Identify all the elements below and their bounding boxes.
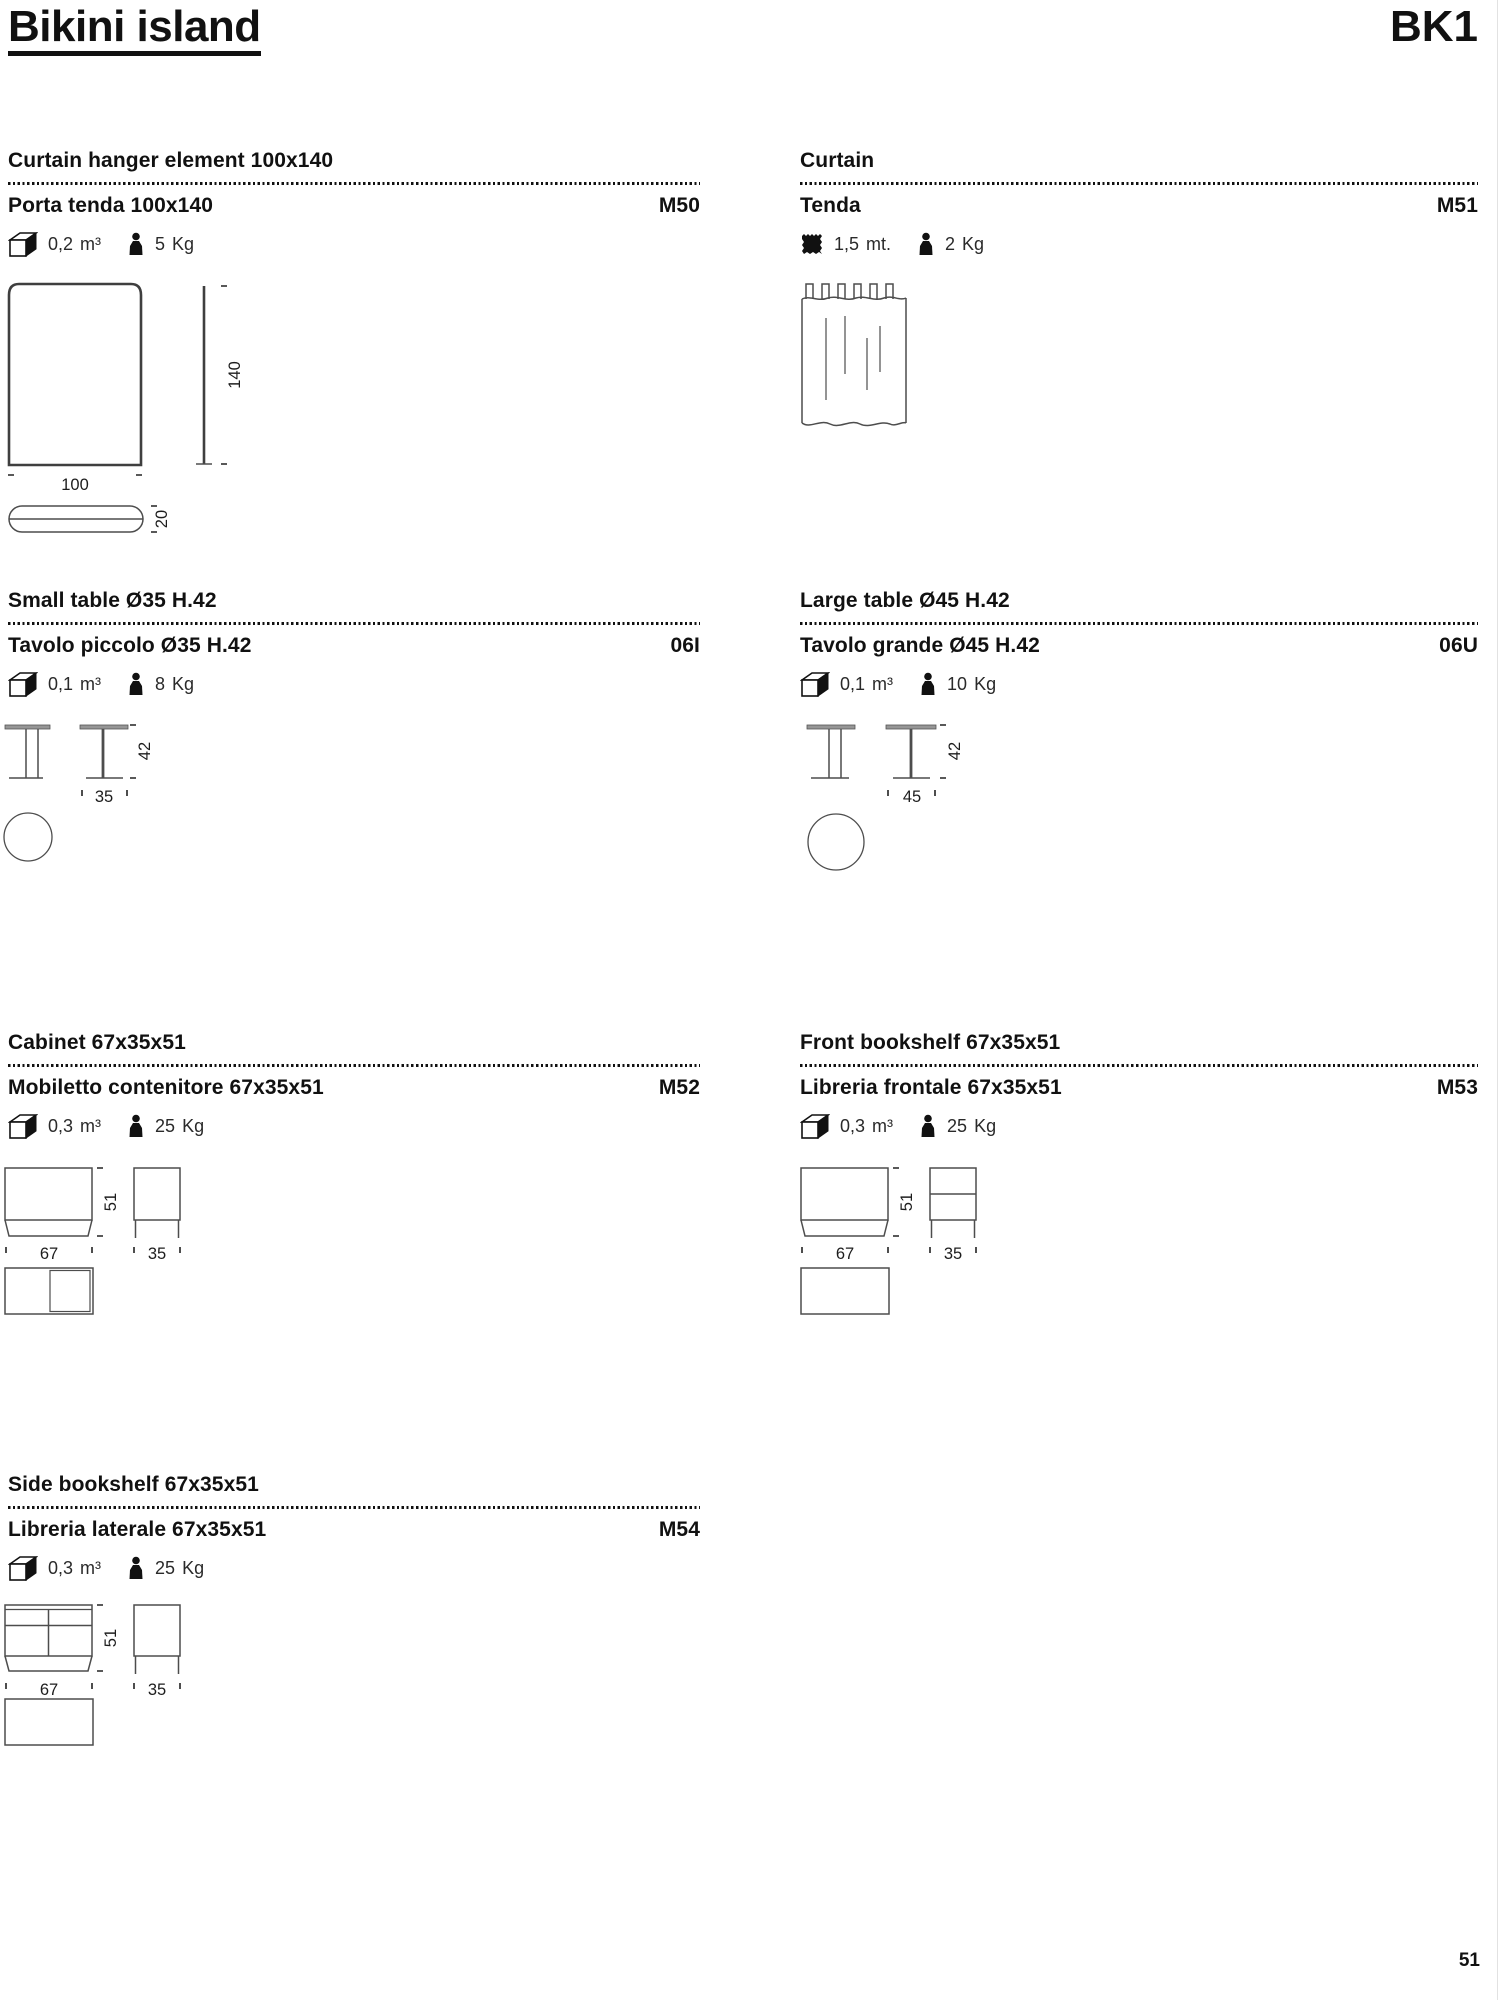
spec-row [800, 231, 1478, 257]
technical-drawing-06u [798, 718, 1118, 918]
product-name-it: Porta tenda 100x140 [8, 194, 214, 217]
dimension-label-width: 67 [39, 1681, 59, 1699]
volume-unit: m³ [80, 673, 102, 694]
volume-value: 0,1 [48, 673, 74, 694]
product-name-en: Side bookshelf 67x35x51 [8, 1473, 259, 1496]
dimension-label-width: 67 [835, 1245, 855, 1263]
page-title: Bikini island [8, 4, 261, 56]
weight-value: 25 [155, 1557, 176, 1578]
top-view [5, 1268, 93, 1314]
dotted-divider [8, 622, 700, 625]
weight-value: 5 [155, 233, 166, 254]
weight-unit: Kg [172, 673, 195, 694]
product-name-it: Tavolo piccolo Ø35 H.42 [8, 634, 252, 657]
front-skirt [5, 1656, 92, 1671]
product-code: M50 [658, 194, 700, 217]
product-code: M54 [658, 1518, 700, 1541]
dimension-label-height: 51 [102, 1192, 120, 1212]
product-name-en: Curtain [800, 149, 875, 172]
spec-row [800, 1113, 1478, 1139]
volume-unit: m³ [80, 1557, 102, 1578]
product-code: 06I [670, 634, 700, 657]
product-code: M51 [1436, 194, 1478, 217]
dimension-label-height: 51 [102, 1628, 120, 1648]
curtain-fold-lines [826, 316, 880, 400]
product-code: M53 [1436, 1076, 1478, 1099]
technical-drawing-m53 [800, 1160, 1120, 1330]
top-view [5, 1699, 93, 1745]
volume-value: 0,3 [840, 1115, 866, 1136]
spec-row [8, 1113, 700, 1139]
spec-row [8, 1555, 700, 1581]
table-top-front [5, 725, 50, 729]
spec-row [8, 231, 700, 257]
weight-icon [917, 232, 935, 257]
volume-cube-icon [8, 671, 38, 698]
dimension-label-diameter: 35 [94, 788, 114, 806]
weight-unit: Kg [974, 673, 997, 694]
dotted-divider [800, 1064, 1478, 1067]
product-section-06i [8, 588, 700, 1018]
volume-unit: m³ [872, 673, 894, 694]
top-view-door [50, 1271, 90, 1312]
technical-drawing-m51 [800, 282, 930, 437]
weight-icon [127, 232, 145, 257]
side-view [134, 1168, 180, 1220]
product-name-en: Large table Ø45 H.42 [800, 589, 1010, 612]
dimension-label-depth: 35 [943, 1245, 963, 1263]
front-view-frame [9, 284, 141, 465]
technical-drawing-m54 [4, 1598, 324, 1768]
fabric-swatch-icon [800, 232, 824, 256]
volume-unit: m³ [80, 1115, 102, 1136]
dimension-label-depth: 20 [153, 509, 171, 529]
dimension-label-height: 51 [898, 1192, 916, 1212]
product-section-m51 [800, 148, 1478, 578]
volume-cube-icon [8, 1555, 38, 1582]
weight-value: 25 [155, 1115, 176, 1136]
weight-unit: Kg [962, 233, 985, 254]
length-unit: mt. [866, 233, 892, 254]
spec-row [800, 671, 1478, 697]
product-section-m50 [8, 148, 700, 578]
product-name-en: Cabinet 67x35x51 [8, 1031, 186, 1054]
dimension-label-height: 42 [946, 741, 964, 761]
front-skirt [5, 1220, 92, 1236]
product-section-06u [800, 588, 1478, 1018]
product-name-en: Small table Ø35 H.42 [8, 589, 217, 612]
volume-cube-icon [800, 671, 830, 698]
product-section-m53 [800, 1030, 1478, 1460]
dimension-label-diameter: 45 [902, 788, 922, 806]
volume-value: 0,2 [48, 233, 74, 254]
product-name-it: Tenda [800, 194, 861, 217]
table-top-plan-view [808, 814, 864, 870]
weight-icon [919, 1114, 937, 1139]
top-view [801, 1268, 889, 1314]
table-top-plan-view [4, 813, 52, 861]
product-code: M52 [658, 1076, 700, 1099]
front-view [801, 1168, 888, 1220]
dotted-divider [8, 182, 700, 185]
curtain-bottom-edge [802, 423, 906, 426]
weight-value: 8 [155, 673, 166, 694]
dimension-label-height: 140 [226, 361, 244, 389]
dimension-label-width: 67 [39, 1245, 59, 1263]
product-name-en: Curtain hanger element 100x140 [8, 149, 334, 172]
weight-unit: Kg [182, 1115, 205, 1136]
product-name-en: Front bookshelf 67x35x51 [800, 1031, 1061, 1054]
weight-unit: Kg [172, 233, 195, 254]
dotted-divider [800, 622, 1478, 625]
technical-drawing-m52 [4, 1160, 324, 1330]
page-number: 51 [1458, 1950, 1480, 1971]
technical-drawing-m50 [8, 268, 268, 543]
weight-icon [127, 672, 145, 697]
weight-icon [919, 672, 937, 697]
table-top-front [807, 725, 855, 729]
dotted-divider [800, 182, 1478, 185]
length-value: 1,5 [834, 233, 860, 254]
dimension-label-width: 100 [61, 476, 89, 494]
product-section-m52 [8, 1030, 700, 1460]
product-section-m54 [8, 1472, 700, 1902]
table-top-side [886, 725, 936, 729]
volume-cube-icon [8, 231, 38, 258]
volume-value: 0,3 [48, 1557, 74, 1578]
product-name-it: Libreria frontale 67x35x51 [800, 1076, 1062, 1099]
product-code: 06U [1439, 634, 1478, 657]
side-view [134, 1605, 180, 1656]
table-top-side [80, 725, 128, 729]
product-name-it: Libreria laterale 67x35x51 [8, 1518, 267, 1541]
weight-value: 10 [947, 673, 968, 694]
weight-icon [127, 1556, 145, 1581]
weight-unit: Kg [974, 1115, 997, 1136]
page-edge-line [1497, 0, 1498, 2000]
weight-value: 2 [945, 233, 956, 254]
dimension-label-depth: 35 [147, 1681, 167, 1699]
volume-value: 0,1 [840, 673, 866, 694]
dotted-divider [8, 1506, 700, 1509]
front-skirt [801, 1220, 888, 1236]
weight-value: 25 [947, 1115, 968, 1136]
volume-value: 0,3 [48, 1115, 74, 1136]
dimension-label-height: 42 [136, 741, 154, 761]
front-view [5, 1168, 92, 1220]
volume-cube-icon [8, 1113, 38, 1140]
curtain-tabs [806, 284, 893, 299]
dimension-label-depth: 35 [147, 1245, 167, 1263]
product-name-it: Mobiletto contenitore 67x35x51 [8, 1076, 324, 1099]
page-code: BK1 [1389, 2, 1478, 51]
volume-unit: m³ [872, 1115, 894, 1136]
technical-drawing-06i [2, 718, 322, 908]
weight-unit: Kg [182, 1557, 205, 1578]
product-name-it: Tavolo grande Ø45 H.42 [800, 634, 1040, 657]
weight-icon [127, 1114, 145, 1139]
spec-row [8, 671, 700, 697]
dotted-divider [8, 1064, 700, 1067]
volume-unit: m³ [80, 233, 102, 254]
volume-cube-icon [800, 1113, 830, 1140]
